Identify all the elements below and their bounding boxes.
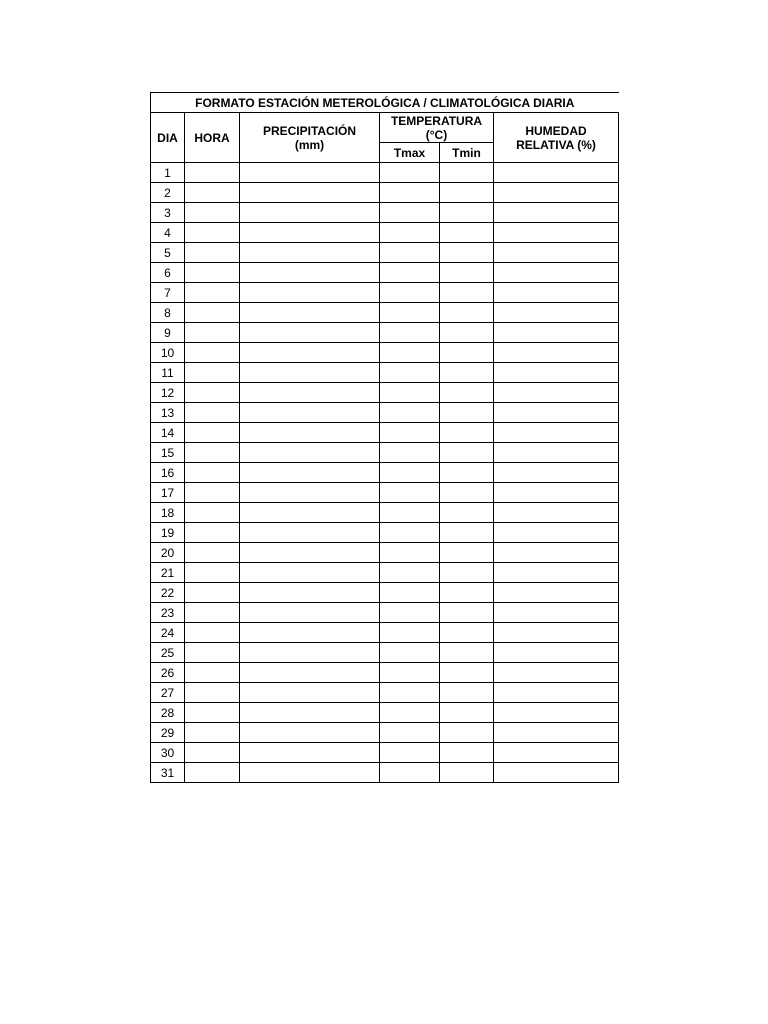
hora-cell [185, 643, 240, 663]
tmax-cell [380, 603, 440, 623]
table-row [151, 623, 619, 643]
humedad-cell [494, 443, 619, 463]
tmax-cell [380, 583, 440, 603]
tmin-cell [440, 643, 494, 663]
humedad-cell [494, 523, 619, 543]
tmax-cell [380, 443, 440, 463]
tmin-cell [440, 363, 494, 383]
table-row [151, 483, 619, 503]
tmin-cell [440, 183, 494, 203]
table-row [151, 723, 619, 743]
humedad-cell [494, 663, 619, 683]
table-row [151, 663, 619, 683]
form-title: FORMATO ESTACIÓN METEROLÓGICA / CLIMATOLÓGICA DIARIA [151, 93, 619, 113]
precipitacion-unit: (mm) [294, 137, 325, 152]
tmin-cell [440, 523, 494, 543]
day-number: 16 [151, 463, 185, 483]
humedad-cell [494, 543, 619, 563]
tmin-cell [440, 323, 494, 343]
day-number: 27 [151, 683, 185, 703]
tmin-cell [440, 203, 494, 223]
day-number: 28 [151, 703, 185, 723]
day-number: 6 [151, 263, 185, 283]
hora-cell [185, 163, 240, 183]
table-row [151, 583, 619, 603]
tmin-cell [440, 163, 494, 183]
day-number: 9 [151, 323, 185, 343]
table-row [151, 263, 619, 283]
humedad-cell [494, 223, 619, 243]
tmin-cell [440, 223, 494, 243]
humedad-cell [494, 583, 619, 603]
precipitacion-cell [240, 423, 380, 443]
humedad-cell [494, 763, 619, 783]
precipitacion-cell [240, 183, 380, 203]
hora-cell [185, 423, 240, 443]
tmin-cell [440, 483, 494, 503]
precipitacion-cell [240, 643, 380, 663]
tmax-cell [380, 503, 440, 523]
day-number: 4 [151, 223, 185, 243]
precipitacion-cell [240, 403, 380, 423]
precipitacion-cell [240, 503, 380, 523]
tmin-cell [440, 263, 494, 283]
precipitacion-cell [240, 463, 380, 483]
precipitacion-cell [240, 583, 380, 603]
humedad-cell [494, 503, 619, 523]
tmax-cell [380, 543, 440, 563]
humedad-cell [494, 703, 619, 723]
tmin-cell [440, 583, 494, 603]
tmax-cell [380, 643, 440, 663]
tmax-cell [380, 203, 440, 223]
tmin-cell [440, 623, 494, 643]
hora-cell [185, 723, 240, 743]
day-number: 15 [151, 443, 185, 463]
humedad-cell [494, 623, 619, 643]
tmax-cell [380, 743, 440, 763]
humedad-cell [494, 383, 619, 403]
day-number: 1 [151, 163, 185, 183]
tmax-cell [380, 383, 440, 403]
column-header-hora: HORA [185, 113, 240, 163]
day-number: 30 [151, 743, 185, 763]
day-number: 23 [151, 603, 185, 623]
precipitacion-cell [240, 263, 380, 283]
precipitacion-cell [240, 563, 380, 583]
table-row [151, 203, 619, 223]
column-header-tmax: Tmax [380, 143, 440, 163]
tmin-cell [440, 743, 494, 763]
humedad-cell [494, 283, 619, 303]
precipitacion-cell [240, 523, 380, 543]
tmax-cell [380, 163, 440, 183]
temperatura-label: TEMPERATURA [390, 113, 483, 128]
hora-cell [185, 743, 240, 763]
tmax-cell [380, 283, 440, 303]
table-row [151, 323, 619, 343]
table-row [151, 403, 619, 423]
tmin-cell [440, 383, 494, 403]
tmax-cell [380, 523, 440, 543]
tmin-cell [440, 563, 494, 583]
tmin-cell [440, 723, 494, 743]
hora-cell [185, 183, 240, 203]
precipitacion-cell [240, 663, 380, 683]
tmax-cell [380, 243, 440, 263]
column-header-temperatura [380, 113, 494, 143]
tmin-cell [440, 463, 494, 483]
tmax-cell [380, 563, 440, 583]
tmin-cell [440, 403, 494, 423]
column-header-humedad [494, 113, 619, 163]
table-row [151, 463, 619, 483]
precipitacion-cell [240, 363, 380, 383]
tmax-cell [380, 303, 440, 323]
humedad-cell [494, 403, 619, 423]
hora-cell [185, 283, 240, 303]
precipitacion-cell [240, 723, 380, 743]
humedad-cell [494, 343, 619, 363]
humedad-cell [494, 163, 619, 183]
precipitacion-cell [240, 743, 380, 763]
hora-cell [185, 483, 240, 503]
hora-cell [185, 523, 240, 543]
table-body [151, 163, 619, 783]
table-row [151, 683, 619, 703]
table-row [151, 643, 619, 663]
humedad-cell [494, 723, 619, 743]
precipitacion-cell [240, 283, 380, 303]
hora-cell [185, 463, 240, 483]
day-number: 5 [151, 243, 185, 263]
day-number: 21 [151, 563, 185, 583]
weather-station-form [150, 92, 619, 783]
day-number: 11 [151, 363, 185, 383]
precipitacion-cell [240, 383, 380, 403]
tmin-cell [440, 283, 494, 303]
table-row [151, 163, 619, 183]
humedad-cell [494, 483, 619, 503]
hora-cell [185, 683, 240, 703]
precipitacion-cell [240, 223, 380, 243]
precipitacion-cell [240, 203, 380, 223]
tmin-cell [440, 663, 494, 683]
table-row [151, 743, 619, 763]
hora-cell [185, 323, 240, 343]
day-number: 2 [151, 183, 185, 203]
temperatura-unit: (°C) [425, 127, 448, 142]
table-row [151, 603, 619, 623]
precipitacion-cell [240, 443, 380, 463]
hora-cell [185, 623, 240, 643]
hora-cell [185, 443, 240, 463]
table-row [151, 243, 619, 263]
humedad-cell [494, 423, 619, 443]
tmax-cell [380, 703, 440, 723]
day-number: 26 [151, 663, 185, 683]
tmax-cell [380, 403, 440, 423]
humedad-cell [494, 563, 619, 583]
day-number: 8 [151, 303, 185, 323]
humedad-cell [494, 603, 619, 623]
humedad-label: HUMEDAD [525, 123, 587, 138]
table-row [151, 223, 619, 243]
day-number: 3 [151, 203, 185, 223]
humedad-cell [494, 683, 619, 703]
hora-cell [185, 603, 240, 623]
precipitacion-cell [240, 763, 380, 783]
table-row [151, 183, 619, 203]
day-number: 29 [151, 723, 185, 743]
humedad-cell [494, 263, 619, 283]
table-row [151, 303, 619, 323]
hora-cell [185, 703, 240, 723]
day-number: 20 [151, 543, 185, 563]
day-number: 13 [151, 403, 185, 423]
tmax-cell [380, 363, 440, 383]
day-number: 17 [151, 483, 185, 503]
hora-cell [185, 763, 240, 783]
tmax-cell [380, 683, 440, 703]
humedad-unit: RELATIVA (%) [516, 137, 596, 152]
tmax-cell [380, 423, 440, 443]
precipitacion-cell [240, 243, 380, 263]
tmin-cell [440, 543, 494, 563]
table-row [151, 363, 619, 383]
tmin-cell [440, 423, 494, 443]
humedad-cell [494, 323, 619, 343]
precipitacion-cell [240, 543, 380, 563]
humedad-cell [494, 183, 619, 203]
precipitacion-cell [240, 603, 380, 623]
precipitacion-cell [240, 303, 380, 323]
day-number: 24 [151, 623, 185, 643]
precipitacion-cell [240, 323, 380, 343]
precipitacion-label: PRECIPITACIÓN [262, 123, 357, 138]
column-header-tmin: Tmin [440, 143, 494, 163]
tmin-cell [440, 683, 494, 703]
table-row [151, 383, 619, 403]
humedad-cell [494, 243, 619, 263]
hora-cell [185, 543, 240, 563]
precipitacion-cell [240, 483, 380, 503]
hora-cell [185, 403, 240, 423]
table-row [151, 523, 619, 543]
tmin-cell [440, 243, 494, 263]
day-number: 22 [151, 583, 185, 603]
hora-cell [185, 203, 240, 223]
hora-cell [185, 223, 240, 243]
hora-cell [185, 363, 240, 383]
tmax-cell [380, 263, 440, 283]
tmin-cell [440, 603, 494, 623]
table-row [151, 703, 619, 723]
humedad-cell [494, 303, 619, 323]
table-row [151, 343, 619, 363]
hora-cell [185, 663, 240, 683]
day-number: 25 [151, 643, 185, 663]
tmax-cell [380, 663, 440, 683]
hora-cell [185, 503, 240, 523]
table-row [151, 563, 619, 583]
humedad-cell [494, 463, 619, 483]
tmax-cell [380, 483, 440, 503]
tmax-cell [380, 623, 440, 643]
tmin-cell [440, 443, 494, 463]
precipitacion-cell [240, 623, 380, 643]
precipitacion-cell [240, 343, 380, 363]
humedad-cell [494, 363, 619, 383]
precipitacion-cell [240, 683, 380, 703]
tmax-cell [380, 183, 440, 203]
hora-cell [185, 263, 240, 283]
tmax-cell [380, 763, 440, 783]
table-row [151, 283, 619, 303]
hora-cell [185, 583, 240, 603]
hora-cell [185, 343, 240, 363]
day-number: 10 [151, 343, 185, 363]
day-number: 7 [151, 283, 185, 303]
hora-cell [185, 303, 240, 323]
column-header-precipitacion [240, 113, 380, 163]
humedad-cell [494, 743, 619, 763]
precipitacion-cell [240, 703, 380, 723]
day-number: 19 [151, 523, 185, 543]
tmax-cell [380, 323, 440, 343]
hora-cell [185, 383, 240, 403]
table-row [151, 423, 619, 443]
table-row [151, 503, 619, 523]
daily-record-table [150, 92, 619, 783]
tmax-cell [380, 463, 440, 483]
tmin-cell [440, 503, 494, 523]
tmax-cell [380, 723, 440, 743]
day-number: 14 [151, 423, 185, 443]
tmin-cell [440, 343, 494, 363]
tmax-cell [380, 223, 440, 243]
table-row [151, 543, 619, 563]
humedad-cell [494, 203, 619, 223]
table-row [151, 443, 619, 463]
day-number: 12 [151, 383, 185, 403]
hora-cell [185, 563, 240, 583]
tmin-cell [440, 303, 494, 323]
tmin-cell [440, 763, 494, 783]
precipitacion-cell [240, 163, 380, 183]
humedad-cell [494, 643, 619, 663]
tmin-cell [440, 703, 494, 723]
table-row [151, 763, 619, 783]
tmax-cell [380, 343, 440, 363]
day-number: 31 [151, 763, 185, 783]
column-header-dia: DIA [151, 113, 185, 163]
hora-cell [185, 243, 240, 263]
day-number: 18 [151, 503, 185, 523]
